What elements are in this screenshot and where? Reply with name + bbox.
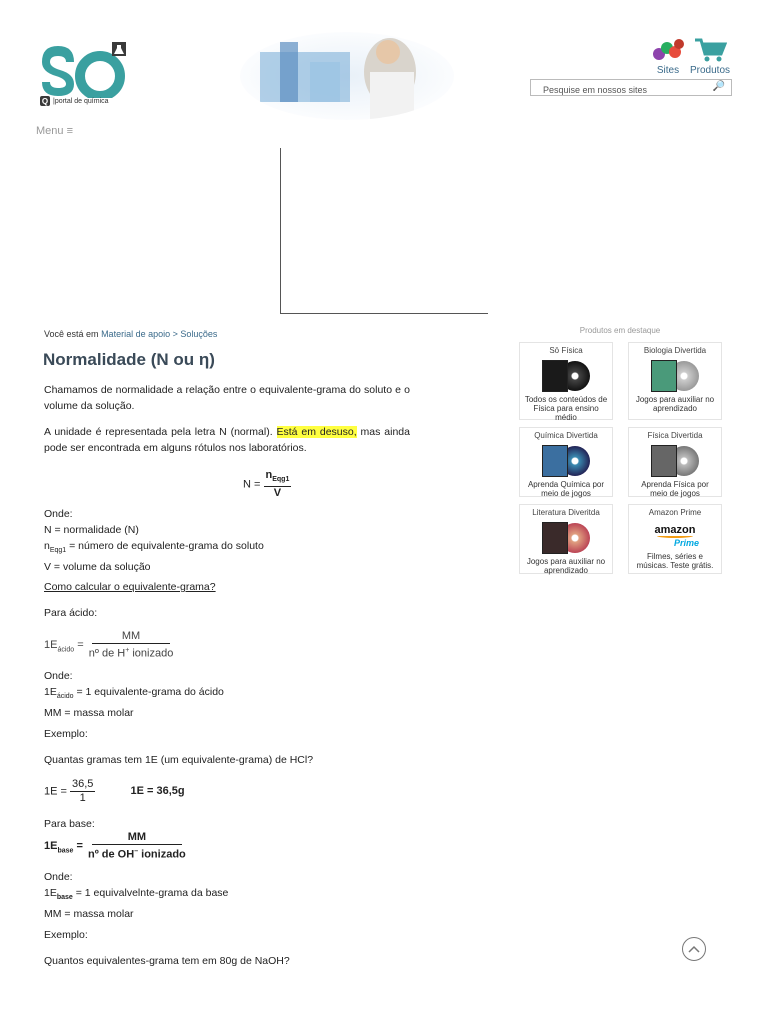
breadcrumb-separator: >	[172, 329, 178, 339]
formula-hcl-fraction	[70, 778, 95, 805]
product-title: Física Divertida	[647, 431, 703, 440]
formula-equivalente-base: $1E_{base}$ = $\frac{MM}{nº de OH^- ionizado}$	[44, 831, 186, 861]
product-card-so-fisica[interactable]	[519, 342, 613, 420]
breadcrumb-material-de-apoio[interactable]: Material de apoio	[101, 329, 171, 339]
formula-hcl-denominator: 1	[79, 792, 86, 804]
question-hcl: Quantas gramas tem 1E (um equivalente-grama) de HCl?	[44, 754, 314, 766]
unit-paragraph-text-b: mas ainda pode ser encontrada em alguns rótulos nos laboratórios.	[44, 426, 410, 454]
product-image-so-fisica	[540, 359, 592, 393]
search-input[interactable]	[531, 83, 701, 98]
def-e-base: $1E_{base} = 1$ equivalvelnte-grama da base	[44, 887, 229, 902]
sidebar-title: Produtos em destaque	[579, 326, 661, 335]
lab-scientist-image	[240, 32, 454, 120]
scroll-to-top-button[interactable]	[682, 937, 706, 961]
shopping-cart-icon	[693, 38, 727, 62]
produtos-link[interactable]	[686, 38, 734, 76]
formula-equivalente-acido: $1E_{ácido}$ = $\frac{MM}{nº de H^+ ionizado}$	[44, 630, 174, 660]
product-image-literatura	[540, 521, 592, 555]
product-card-biologia-divertida[interactable]	[628, 342, 722, 420]
product-card-quimica-divertida[interactable]	[519, 427, 613, 497]
formula-hcl-result: 1E = 36,5g	[130, 785, 185, 798]
page-title: Normalidade (N ou η)	[43, 350, 215, 369]
question-naoh: Quantos equivalentes-grama tem em 80g de NaOH?	[44, 955, 290, 967]
formula-lhs: N =	[243, 478, 261, 491]
onde-label: Onde:	[44, 508, 73, 520]
formula-base-fraction	[86, 831, 188, 862]
formula-numerator: $n_{Eqg1}$	[264, 469, 292, 487]
product-title: Química Divertida	[534, 431, 598, 440]
sites-label: Sites	[656, 65, 680, 76]
breadcrumb	[44, 329, 217, 339]
highlight-em-desuso: Está em desuso,	[276, 426, 357, 438]
sites-link[interactable]	[648, 38, 688, 76]
formula-denominator: V	[273, 487, 282, 500]
def-neq: $n_{Eqg1}$ = número de equivalente-grama do soluto	[44, 540, 264, 555]
formula-base-numerator: MM	[92, 831, 182, 845]
exemplo-label-1: Exemplo:	[44, 728, 88, 740]
product-title: Sō Física	[549, 346, 583, 355]
logo-icon	[38, 42, 128, 98]
def-e-acido: $1E_{ácido} = 1$ equivalente-grama do ácido	[44, 686, 224, 701]
search-icon[interactable]: 🔎	[712, 81, 725, 92]
product-image-quimica	[540, 444, 592, 478]
formula-fraction	[264, 469, 292, 500]
formula-normalidade	[243, 469, 291, 500]
unit-paragraph-text-a: A unidade é representada pela letra N (normal).	[44, 426, 273, 438]
def-n: N = normalidade (N)	[44, 524, 139, 536]
logo-subtitle-text: |portal de química	[53, 97, 109, 105]
product-image-fisica	[649, 444, 701, 478]
breadcrumb-solucoes[interactable]: Soluções	[180, 329, 218, 339]
ad-placeholder	[280, 148, 488, 314]
exemplo-label-2: Exemplo:	[44, 929, 88, 941]
def-mm-1: MM = massa molar	[44, 707, 134, 720]
formula-acido-denominator: nº de H+ ionizado	[88, 647, 174, 660]
search-box[interactable]	[530, 79, 732, 96]
product-title: Literatura Diveritda	[532, 508, 600, 517]
formula-hcl: 1E = $\frac{36,5}{1}$ 1E = 36,5g	[44, 778, 185, 804]
logo-q-icon: Q	[41, 96, 49, 106]
definitions-block-2	[44, 668, 410, 721]
product-image-biologia	[649, 359, 701, 393]
product-desc: Jogos para auxiliar no aprendizado	[526, 557, 606, 575]
para-base-label: Para base:	[44, 818, 95, 830]
menu-button[interactable]: Menu ≡	[36, 125, 73, 137]
onde-label-3: Onde:	[44, 871, 73, 883]
produtos-label: Produtos	[689, 65, 731, 76]
breadcrumb-prefix: Você está em	[44, 329, 99, 339]
formula-acido-numerator: MM	[92, 630, 170, 644]
logo-subtitle	[40, 96, 109, 106]
formula-hcl-numerator: 36,5	[72, 778, 94, 790]
sites-icon	[651, 38, 685, 62]
product-title: Biologia Divertida	[643, 346, 707, 355]
product-desc: Jogos para auxiliar no aprendizado	[635, 395, 715, 413]
header-banner-image	[240, 32, 454, 120]
definitions-block-3	[44, 869, 410, 922]
product-card-fisica-divertida[interactable]	[628, 427, 722, 497]
product-title: Amazon Prime	[648, 508, 702, 517]
def-mm-2: MM = massa molar	[44, 908, 134, 921]
product-desc: Aprenda Química por meio de jogos	[527, 480, 605, 498]
intro-paragraph: Chamamos de normalidade a relação entre o equivalente-grama do soluto e o volume da solução.	[44, 384, 410, 412]
def-v: V = volume da solução	[44, 561, 151, 574]
product-desc: Filmes, séries e músicas. Teste grátis.	[636, 552, 714, 570]
chevron-up-icon	[687, 944, 701, 954]
product-card-amazon-prime[interactable]	[628, 504, 722, 574]
onde-label-2: Onde:	[44, 670, 73, 682]
product-card-literatura-divertida[interactable]	[519, 504, 613, 574]
unit-paragraph	[44, 424, 410, 456]
amazon-prime-logo: amazon Prime	[654, 524, 699, 548]
formula-acido-fraction	[87, 630, 176, 661]
product-desc: Todos os conteúdos de Física para ensino médio	[524, 395, 608, 422]
para-acido-label: Para ácido:	[44, 607, 98, 619]
link-como-calcular[interactable]: Como calcular o equivalente-grama?	[44, 581, 216, 593]
definitions-block-1	[44, 506, 410, 575]
formula-base-denominator: nº de OH– ionizado	[88, 848, 186, 861]
product-desc: Aprenda Física por meio de jogos	[641, 480, 709, 498]
